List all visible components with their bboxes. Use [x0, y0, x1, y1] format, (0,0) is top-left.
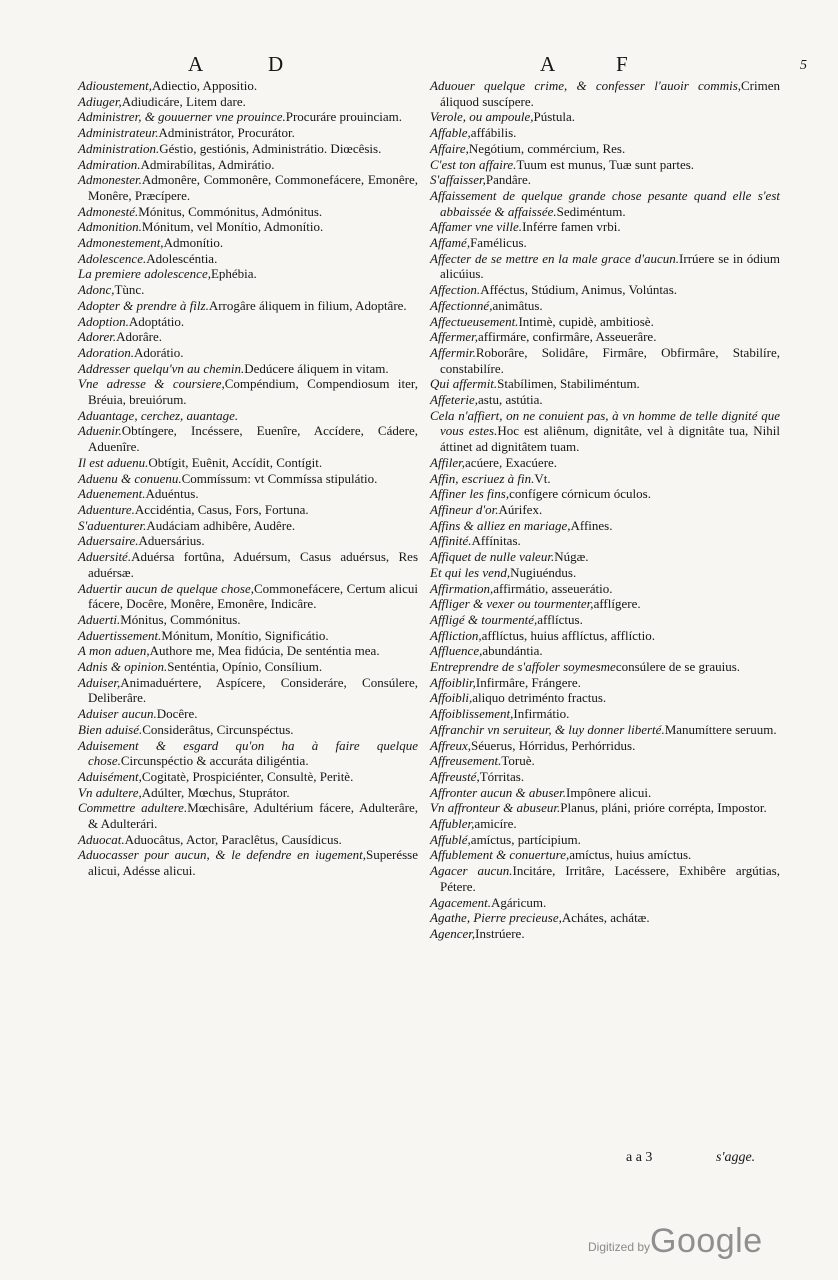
entry-latin: afflíctus, huius afflíctus, afflíctio. — [481, 627, 655, 643]
header-letter-left-1: A — [188, 52, 205, 76]
entry-french: Affliction, — [430, 627, 482, 643]
entry-french: Aduertir aucun de quelque chose, — [78, 580, 255, 596]
entry-latin: Mónitum, vel Monítio, Admonítio. — [141, 219, 324, 235]
entry-french: Aduenement. — [78, 486, 146, 502]
entry-latin: Sediméntum. — [556, 203, 626, 219]
entry-latin: Ephébia. — [210, 266, 257, 282]
entry-latin: consúlere de se grauius. — [615, 659, 741, 675]
entry-french: Aduantage, cerchez, auantage. — [78, 407, 239, 423]
entry — [430, 109, 780, 125]
entry — [78, 204, 418, 220]
entry-french: Agathe, Pierre precieuse, — [430, 910, 562, 926]
entry-latin: Adiectio, Appositio. — [152, 78, 258, 93]
entry-french: Il est aduenu. — [78, 454, 149, 470]
entry — [78, 455, 418, 471]
entry — [430, 282, 780, 298]
entry-french: C'est ton affaire. — [430, 156, 517, 172]
entry-french: Adopter & prendre à filz. — [78, 297, 209, 313]
entry-latin: afflíctus. — [537, 611, 583, 627]
entry — [430, 188, 780, 219]
google-logo: Google — [650, 1222, 763, 1260]
entry-french: Affamer vne ville. — [430, 219, 523, 235]
entry — [430, 518, 780, 534]
entry-french: Aduouer quelque crime, & confesser l'auoir commis, — [430, 78, 741, 93]
entry-french: Vn adultere, — [78, 784, 142, 800]
entry-latin: Procuráre prouinciam. — [285, 109, 402, 125]
entry-french: Administrateur. — [78, 125, 159, 141]
entry-french: Affection. — [430, 282, 481, 298]
entry — [430, 895, 780, 911]
entry — [78, 172, 418, 203]
watermark-small-text: Digitized by — [588, 1240, 651, 1254]
entry-latin: Admonêre, Commonêre, Commonefácere, Emonêre, Monêre, Præcípere. — [88, 172, 418, 203]
entry-french: Bien aduisé. — [78, 721, 143, 737]
entry-latin: Obtígit, Euênit, Accídit, Contígit. — [148, 454, 323, 470]
entry-latin: affirmátio, asseuerátio. — [493, 580, 613, 596]
entry-latin: Infirmátio. — [513, 706, 570, 722]
entry — [78, 157, 418, 173]
entry-french: Aduisément, — [78, 768, 142, 784]
entry-latin: Affines. — [570, 517, 613, 533]
entry — [430, 376, 780, 392]
entry-latin: Aduéntus. — [145, 486, 199, 502]
entry-latin: Admonítio. — [163, 235, 224, 251]
right-column — [430, 78, 780, 942]
entry-latin: confígere córnicum óculos. — [509, 486, 651, 502]
entry — [430, 926, 780, 942]
entry-french: Aduenu & conuenu. — [78, 470, 182, 486]
entry — [430, 141, 780, 157]
entry-latin: Commíssum: vt Commíssa stipulátio. — [181, 470, 378, 486]
entry — [430, 769, 780, 785]
entry — [78, 518, 418, 534]
entry-latin: Pandâre. — [485, 172, 531, 188]
header-letter-left-2: D — [268, 52, 285, 76]
entry-latin: Afféctus, Stúdium, Animus, Volúntas. — [480, 282, 678, 298]
entry-latin: Compéndium, Compendiosum iter, Bréuia, breuiórum. — [88, 376, 418, 408]
entry — [430, 157, 780, 173]
entry — [78, 643, 418, 659]
entry-french: Affiler, — [430, 454, 466, 470]
entry-latin: Mónitus, Commónitus. — [120, 611, 241, 627]
entry-latin: Adiudicáre, Litem dare. — [121, 93, 246, 109]
entry — [78, 706, 418, 722]
entry-latin: Aduérsa fortûna, Aduérsum, Casus aduérsus, Res aduérsæ. — [88, 549, 418, 580]
entry — [430, 125, 780, 141]
entry-french: Affoibli, — [430, 690, 473, 706]
entry-latin: Affínitas. — [471, 533, 521, 549]
entry-french: Affecter de se mettre en la male grace d'aucun. — [430, 250, 680, 266]
entry-latin: Planus, pláni, prióre corrépta, Impostor. — [560, 800, 767, 816]
catchword: s'agge. — [716, 1150, 756, 1165]
entry-french: Adorer. — [78, 329, 117, 345]
entry — [78, 125, 418, 141]
entry — [430, 675, 780, 691]
entry-latin: Achátes, achátæ. — [561, 910, 650, 926]
entry-french: Agacer aucun. — [430, 863, 513, 879]
entry-french: Affranchir vn seruiteur, & luy donner liberté. — [430, 721, 665, 737]
entry-latin: acúere, Exacúere. — [465, 454, 558, 470]
entry — [430, 172, 780, 188]
entry — [78, 345, 418, 361]
entry-latin: Crimen áliquod suscípere. — [440, 78, 780, 109]
entry — [430, 298, 780, 314]
entry-french: Adioustement, — [78, 78, 153, 93]
entry-french: Verole, ou ampoule, — [430, 109, 534, 125]
entry-latin: Roborâre, Solidâre, Firmâre, Obfirmâre, Stabilíre, constabilíre. — [440, 344, 780, 376]
entry-french: Admonester. — [78, 172, 142, 188]
entry — [430, 596, 780, 612]
entry-latin: Negótium, commércium, Res. — [468, 140, 626, 156]
entry-latin: Aduersárius. — [138, 533, 205, 549]
entry-latin: Considerâtus, Circunspéctus. — [142, 721, 294, 737]
entry — [430, 816, 780, 832]
entry-latin: Inférre famen vrbi. — [522, 219, 621, 235]
entry-french: Aduocasser pour aucun, & le defendre en iugement, — [78, 847, 366, 863]
entry-latin: Administrátor, Procurátor. — [158, 125, 295, 141]
entry-latin: Agáricum. — [491, 894, 547, 910]
entry — [78, 376, 418, 407]
entry-french: Aduiser aucun. — [78, 706, 157, 722]
entry — [78, 314, 418, 330]
entry — [78, 502, 418, 518]
entry-latin: Irrúere se in ódium alicúius. — [440, 250, 780, 282]
entry-french: Affliger & vexer ou tourmenter, — [430, 596, 594, 612]
entry-french: Cela n'affiert, on ne conuient pas, à vn homme de telle dignité que vous estes. — [430, 407, 780, 439]
entry-latin: Vt. — [534, 470, 551, 486]
entry-french: A mon aduen, — [78, 643, 150, 659]
entry — [430, 643, 780, 659]
entry-french: La premiere adolescence, — [78, 266, 211, 282]
entry-latin: Obtíngere, Incéssere, Euenîre, Accídere, Cádere, Aduenîre. — [88, 423, 418, 455]
entry-french: Affreusement. — [430, 753, 502, 769]
entry-french: Affreusté, — [430, 768, 480, 784]
entry — [430, 486, 780, 502]
entry-french: Affoiblir, — [430, 674, 476, 690]
entry-latin: affirmáre, confirmâre, Asseuerâre. — [478, 329, 657, 345]
entry-latin: Superésse alicui, Adésse alicui. — [88, 847, 418, 879]
entry — [78, 769, 418, 785]
entry-french: Affiner les fins, — [430, 486, 510, 502]
entry — [430, 800, 780, 816]
entry-french: Admonestement, — [78, 235, 164, 251]
entry-french: Aduenture. — [78, 501, 135, 517]
entry-latin: Incitáre, Irritâre, Lacéssere, Exhibêre argútias, Pétere. — [440, 863, 780, 894]
entry — [78, 408, 418, 424]
entry — [430, 251, 780, 282]
entry-latin: Aúrifex. — [498, 501, 543, 517]
entry-french: Affluence, — [430, 643, 483, 659]
entry-french: Affable, — [430, 125, 471, 141]
entry — [78, 659, 418, 675]
entry-french: Affaissement de quelque grande chose pesante quand elle s'est abbaissée & affaissée. — [430, 187, 780, 219]
entry — [78, 219, 418, 235]
entry — [430, 863, 780, 894]
entry-latin: Toruè. — [501, 753, 535, 769]
entry-french: Affectionné, — [430, 297, 493, 313]
entry-french: Affinité. — [430, 533, 472, 549]
entry-latin: Manumíttere seruum. — [664, 721, 777, 737]
entry-french: Agencer, — [430, 925, 476, 941]
entry — [430, 408, 780, 455]
entry-french: Aduenir. — [78, 423, 122, 439]
entry-latin: Nugiuéndus. — [510, 564, 577, 580]
entry-latin: amíctus, huius amíctus. — [569, 847, 692, 863]
entry-french: Affoiblissement, — [430, 706, 514, 722]
entry-french: Affubler, — [430, 816, 475, 832]
entry-latin: Commonefácere, Certum alicui fácere, Docêre, Monêre, Emonêre, Indicâre. — [88, 580, 418, 612]
entry — [430, 753, 780, 769]
entry-french: Adoption. — [78, 313, 129, 329]
entry-latin: abundántia. — [482, 643, 543, 659]
entry-french: Aduersaire. — [78, 533, 139, 549]
entry — [78, 361, 418, 377]
entry-latin: Cogitatè, Prospiciénter, Consultè, Peritè. — [141, 768, 354, 784]
entry-french: Affin, escriuez à fin. — [430, 470, 535, 486]
entry-french: Affirmation, — [430, 580, 494, 596]
entry-latin: Adúlter, Mœchus, Stuprátor. — [141, 784, 290, 800]
entry-french: Aduiser, — [78, 674, 121, 690]
entry-latin: Senténtia, Opínio, Consílium. — [167, 659, 323, 675]
entry — [78, 329, 418, 345]
entry — [78, 581, 418, 612]
entry — [430, 314, 780, 330]
entry-french: Adonc, — [78, 282, 115, 298]
entry-french: Entreprendre de s'affoler soymesme — [430, 659, 616, 675]
entry-latin: Adorâre. — [116, 329, 162, 345]
entry — [430, 910, 780, 926]
entry-french: S'affaisser, — [430, 172, 486, 188]
entry — [430, 455, 780, 471]
entry-french: Aduertissement. — [78, 627, 162, 643]
entry — [78, 423, 418, 454]
entry — [430, 785, 780, 801]
entry — [430, 722, 780, 738]
entry — [430, 581, 780, 597]
entry — [430, 471, 780, 487]
entry — [430, 392, 780, 408]
entry-french: Administrer, & gouuerner vne prouince. — [78, 109, 286, 125]
entry — [78, 722, 418, 738]
entry-french: Affectueusement. — [430, 313, 519, 329]
entry-french: Affublé, — [430, 831, 471, 847]
entry-latin: Intimè, cupidè, ambitiosè. — [518, 313, 654, 329]
entry — [430, 219, 780, 235]
entry-french: Administration. — [78, 140, 160, 156]
entry-latin: Hoc est aliênum, dignitâte, vel à dignitâte tua, Nihil áttinet ad dignitâtem tuam. — [440, 423, 780, 455]
entry — [78, 471, 418, 487]
entry-french: Adolescence. — [78, 250, 147, 266]
entry — [78, 141, 418, 157]
entry-latin: Infirmâre, Frángere. — [475, 674, 581, 690]
entry-latin: Tórritas. — [479, 768, 525, 784]
entry — [430, 502, 780, 518]
entry-latin: animâtus. — [492, 297, 543, 313]
entry-french: Affreux, — [430, 737, 472, 753]
entry-latin: Docêre. — [156, 706, 198, 722]
entry — [430, 832, 780, 848]
entry-french: Admiration. — [78, 156, 141, 172]
page-number: 5 — [800, 58, 807, 73]
entry — [430, 659, 780, 675]
header-letter-right-2: F — [616, 52, 629, 76]
entry-latin: Pústula. — [533, 109, 576, 125]
entry-latin: Mónitus, Commónitus, Admónitus. — [138, 203, 323, 219]
entry-french: Adiuger, — [78, 93, 122, 109]
entry-latin: amíctus, partícipium. — [470, 831, 581, 847]
entry-latin: Tuum est munus, Tuæ sunt partes. — [516, 156, 695, 172]
entry — [78, 486, 418, 502]
entry — [78, 282, 418, 298]
entry — [78, 675, 418, 706]
entry-french: Aduerti. — [78, 611, 121, 627]
entry-french: Aduersité. — [78, 549, 132, 565]
entry-latin: Aduocâtus, Actor, Paraclêtus, Causídicus. — [124, 831, 342, 847]
entry-latin: Famélicus. — [470, 235, 527, 251]
entry — [430, 706, 780, 722]
entry — [430, 690, 780, 706]
entry — [430, 533, 780, 549]
entry-latin: amicíre. — [474, 816, 517, 832]
entry — [430, 738, 780, 754]
entry — [430, 345, 780, 376]
entry — [78, 266, 418, 282]
page-header — [0, 52, 838, 78]
entry-latin: Núgæ. — [554, 549, 589, 565]
entry — [78, 800, 418, 831]
header-letter-right-1: A — [540, 52, 557, 76]
entry — [78, 738, 418, 769]
entry — [430, 78, 780, 109]
entry-french: Addresser quelqu'vn au chemin. — [78, 360, 245, 376]
signature-mark: a a 3 — [626, 1150, 653, 1165]
entry — [78, 235, 418, 251]
entry-latin: Authore me, Mea fidúcia, De senténtia mea. — [149, 643, 380, 659]
entry — [430, 549, 780, 565]
entry-french: Aduisement & esgard qu'on ha à faire quelque chose. — [78, 737, 418, 769]
entry — [430, 235, 780, 251]
entry — [78, 628, 418, 644]
entry — [78, 94, 418, 110]
entry-french: Vn affronteur & abuseur. — [430, 800, 561, 816]
entry — [78, 832, 418, 848]
entry-latin: Impônere alicui. — [566, 784, 652, 800]
entry — [78, 251, 418, 267]
entry-latin: Stabílimen, Stabiliméntum. — [497, 376, 640, 392]
entry — [430, 847, 780, 863]
entry-french: Admonesté. — [78, 203, 139, 219]
entry-french: Affamé, — [430, 235, 471, 251]
entry-latin: Circunspéctio & accuráta diligéntia. — [120, 753, 309, 769]
entry-french: Adnis & opinion. — [78, 659, 168, 675]
entry-french: Aduocat. — [78, 831, 125, 847]
entry — [78, 533, 418, 549]
entry-french: Affligé & tourmenté, — [430, 611, 538, 627]
entry-latin: Arrogâre áliquem in filium, Adoptâre. — [208, 297, 407, 313]
entry-latin: Admirabílitas, Admirátio. — [140, 156, 275, 172]
entry — [78, 847, 418, 878]
entry-french: Commettre adultere. — [78, 800, 188, 816]
entry-latin: Animaduértere, Aspícere, Consideráre, Consúlere, Deliberâre. — [88, 674, 418, 706]
entry-latin: Tùnc. — [114, 282, 145, 298]
entry — [430, 628, 780, 644]
entry-latin: Audáciam adhibêre, Audêre. — [146, 517, 296, 533]
entry-french: Agacement. — [430, 894, 492, 910]
entry-latin: Séuerus, Hórridus, Perhórridus. — [471, 737, 636, 753]
entry-french: Vne adresse & coursiere, — [78, 376, 225, 392]
entry — [78, 549, 418, 580]
entry — [78, 785, 418, 801]
entry-french: Affeterie, — [430, 392, 479, 408]
entry-latin: Mónitum, Monítio, Significátio. — [161, 627, 329, 643]
entry — [78, 109, 418, 125]
entry-latin: affábilis. — [470, 125, 517, 141]
entry-latin: Géstio, gestiónis, Administrátio. Diœcêsis. — [159, 140, 382, 156]
entry-french: Affineur d'or. — [430, 501, 499, 517]
entry-latin: aliquo detriménto fractus. — [472, 690, 607, 706]
entry — [78, 78, 418, 94]
entry-latin: Accidéntia, Casus, Fors, Fortuna. — [134, 501, 309, 517]
entry — [430, 612, 780, 628]
entry-french: Affublement & conuerture, — [430, 847, 570, 863]
entry-french: Admonition. — [78, 219, 142, 235]
entry-french: S'aduenturer. — [78, 517, 147, 533]
entry-french: Affronter aucun & abuser. — [430, 784, 567, 800]
entry-french: Affermer, — [430, 329, 479, 345]
entry-latin: Adolescéntia. — [146, 250, 218, 266]
entry-latin: afflígere. — [593, 596, 641, 612]
entry-french: Qui affermit. — [430, 376, 498, 392]
entry-latin: Adorátio. — [133, 344, 184, 360]
left-column — [78, 78, 418, 879]
entry — [430, 329, 780, 345]
entry-french: Affiquet de nulle valeur. — [430, 549, 555, 565]
entry-french: Affins & alliez en mariage, — [430, 517, 571, 533]
entry — [430, 565, 780, 581]
entry-latin: Adoptátio. — [128, 313, 185, 329]
entry-latin: astu, astútia. — [478, 392, 543, 408]
entry-latin: Dedúcere áliquem in vitam. — [244, 360, 389, 376]
entry-french: Et qui les vend, — [430, 564, 511, 580]
entry-latin: Instrúere. — [475, 925, 525, 941]
entry-french: Adoration. — [78, 344, 134, 360]
entry — [78, 298, 418, 314]
entry — [78, 612, 418, 628]
entry-french: Affaire, — [430, 140, 469, 156]
entry-latin: Mœchisâre, Adultérium fácere, Adulterâre, & Adulterári. — [88, 800, 418, 832]
entry-french: Affermir. — [430, 344, 476, 360]
